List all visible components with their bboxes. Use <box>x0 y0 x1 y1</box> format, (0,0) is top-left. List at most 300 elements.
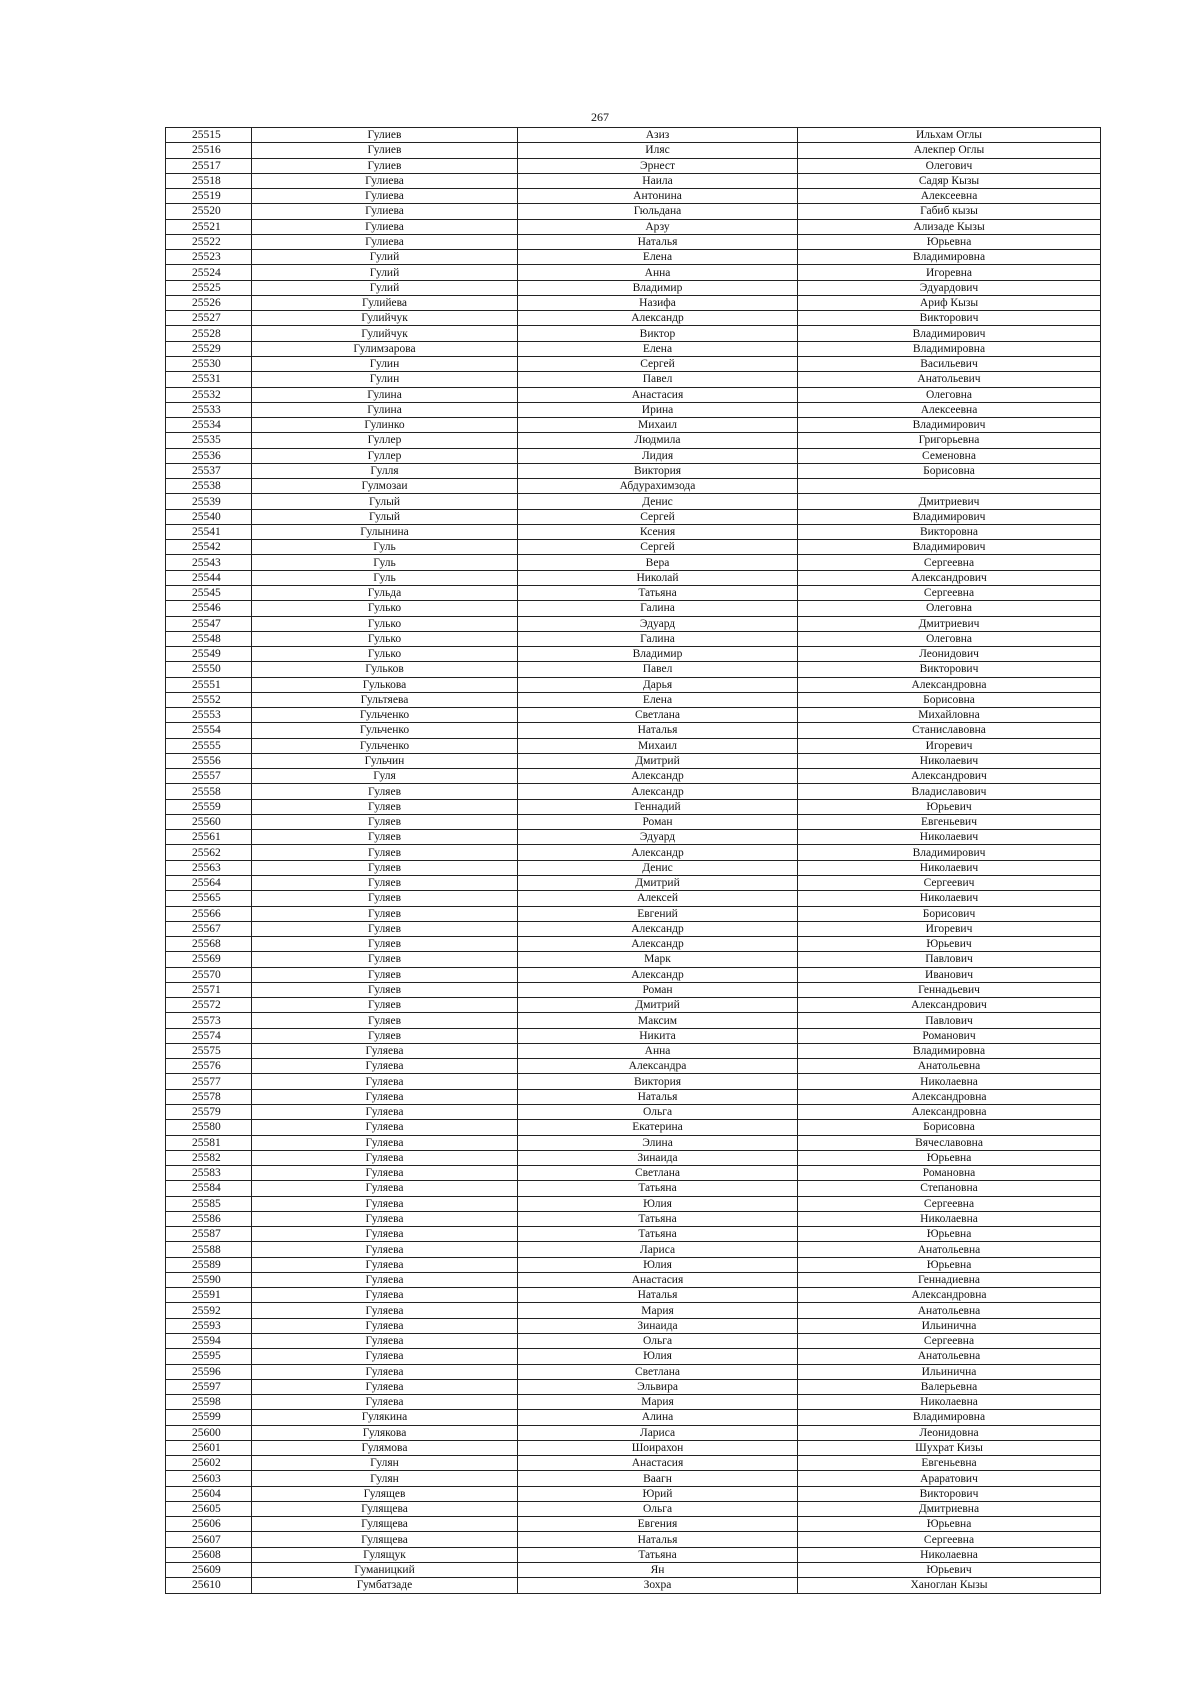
first-name-cell: Марк <box>518 952 798 967</box>
first-name-cell: Павел <box>518 662 798 677</box>
row-number-cell: 25543 <box>166 555 252 570</box>
first-name-cell: Зинаида <box>518 1150 798 1165</box>
first-name-cell: Галина <box>518 631 798 646</box>
row-number-cell: 25541 <box>166 524 252 539</box>
patronymic-cell: Сергеевич <box>798 876 1101 891</box>
table-row <box>166 479 1101 494</box>
table-row <box>166 250 1101 265</box>
first-name-cell: Юрий <box>518 1486 798 1501</box>
table-row <box>166 1120 1101 1135</box>
patronymic-cell: Владимирович <box>798 326 1101 341</box>
patronymic-cell: Олеговна <box>798 631 1101 646</box>
patronymic-cell: Григорьевна <box>798 433 1101 448</box>
first-name-cell: Наталья <box>518 234 798 249</box>
table-row <box>166 1242 1101 1257</box>
row-number-cell: 25574 <box>166 1028 252 1043</box>
table-row <box>166 967 1101 982</box>
patronymic-cell: Садяр Кызы <box>798 173 1101 188</box>
patronymic-cell: Юрьевич <box>798 1562 1101 1577</box>
surname-cell: Гуля <box>252 769 518 784</box>
first-name-cell: Вера <box>518 555 798 570</box>
table-row <box>166 1196 1101 1211</box>
table-row <box>166 1013 1101 1028</box>
patronymic-cell: Владимирович <box>798 845 1101 860</box>
row-number-cell: 25538 <box>166 479 252 494</box>
row-number-cell: 25531 <box>166 372 252 387</box>
first-name-cell: Галина <box>518 601 798 616</box>
table-row <box>166 570 1101 585</box>
first-name-cell: Виктория <box>518 1074 798 1089</box>
patronymic-cell: Вячеславовна <box>798 1135 1101 1150</box>
patronymic-cell: Александрович <box>798 998 1101 1013</box>
patronymic-cell: Викторович <box>798 1486 1101 1501</box>
first-name-cell: Мария <box>518 1395 798 1410</box>
first-name-cell: Зохра <box>518 1578 798 1593</box>
row-number-cell: 25593 <box>166 1318 252 1333</box>
surname-cell: Гулиев <box>252 128 518 143</box>
first-name-cell: Эдуард <box>518 616 798 631</box>
surname-cell: Гуляева <box>252 1120 518 1135</box>
surname-cell: Гулина <box>252 402 518 417</box>
surname-cell: Гуляева <box>252 1043 518 1058</box>
table-row <box>166 1349 1101 1364</box>
row-number-cell: 25585 <box>166 1196 252 1211</box>
surname-cell: Гуляева <box>252 1227 518 1242</box>
row-number-cell: 25591 <box>166 1288 252 1303</box>
patronymic-cell: Владимировна <box>798 341 1101 356</box>
row-number-cell: 25595 <box>166 1349 252 1364</box>
patronymic-cell: Анатольевна <box>798 1303 1101 1318</box>
row-number-cell: 25573 <box>166 1013 252 1028</box>
row-number-cell: 25550 <box>166 662 252 677</box>
table-row <box>166 1257 1101 1272</box>
row-number-cell: 25515 <box>166 128 252 143</box>
patronymic-cell: Николаевич <box>798 860 1101 875</box>
first-name-cell: Ваагн <box>518 1471 798 1486</box>
surname-cell: Гуляев <box>252 982 518 997</box>
row-number-cell: 25575 <box>166 1043 252 1058</box>
table-row <box>166 1181 1101 1196</box>
first-name-cell: Михаил <box>518 418 798 433</box>
patronymic-cell: Геннадьевич <box>798 982 1101 997</box>
table-row <box>166 982 1101 997</box>
row-number-cell: 25547 <box>166 616 252 631</box>
first-name-cell: Алексей <box>518 891 798 906</box>
row-number-cell: 25533 <box>166 402 252 417</box>
patronymic-cell: Владимирович <box>798 540 1101 555</box>
first-name-cell: Татьяна <box>518 1211 798 1226</box>
row-number-cell: 25605 <box>166 1501 252 1516</box>
table-row <box>166 143 1101 158</box>
patronymic-cell: Сергеевна <box>798 1532 1101 1547</box>
patronymic-cell: Владимировна <box>798 1043 1101 1058</box>
first-name-cell: Татьяна <box>518 1227 798 1242</box>
first-name-cell: Светлана <box>518 1166 798 1181</box>
row-number-cell: 25609 <box>166 1562 252 1577</box>
surname-cell: Гулийева <box>252 295 518 310</box>
surname-cell: Гуляев <box>252 876 518 891</box>
row-number-cell: 25519 <box>166 189 252 204</box>
surname-cell: Гулмозаи <box>252 479 518 494</box>
row-number-cell: 25587 <box>166 1227 252 1242</box>
table-row <box>166 662 1101 677</box>
row-number-cell: 25597 <box>166 1379 252 1394</box>
surname-cell: Гуляев <box>252 967 518 982</box>
surname-cell: Гулиева <box>252 219 518 234</box>
row-number-cell: 25539 <box>166 494 252 509</box>
patronymic-cell: Араратович <box>798 1471 1101 1486</box>
first-name-cell: Наталья <box>518 1089 798 1104</box>
patronymic-cell: Борисовна <box>798 1120 1101 1135</box>
patronymic-cell: Дмитриевна <box>798 1501 1101 1516</box>
first-name-cell: Ирина <box>518 402 798 417</box>
surname-cell: Гуляева <box>252 1135 518 1150</box>
first-name-cell: Светлана <box>518 1364 798 1379</box>
surname-cell: Гуллер <box>252 433 518 448</box>
surname-cell: Гульченко <box>252 738 518 753</box>
surname-cell: Гулякова <box>252 1425 518 1440</box>
patronymic-cell: Николаевна <box>798 1074 1101 1089</box>
table-row <box>166 555 1101 570</box>
surname-cell: Гуляева <box>252 1395 518 1410</box>
table-row <box>166 1486 1101 1501</box>
surname-cell: Гуляева <box>252 1242 518 1257</box>
row-number-cell: 25556 <box>166 753 252 768</box>
patronymic-cell: Анатольевна <box>798 1349 1101 1364</box>
table-row <box>166 1318 1101 1333</box>
surname-cell: Гуляева <box>252 1211 518 1226</box>
surname-cell: Гулямова <box>252 1440 518 1455</box>
patronymic-cell: Викторовна <box>798 524 1101 539</box>
row-number-cell: 25577 <box>166 1074 252 1089</box>
first-name-cell: Александр <box>518 921 798 936</box>
surname-cell: Гуляева <box>252 1181 518 1196</box>
surname-cell: Гулящук <box>252 1547 518 1562</box>
patronymic-cell: Александровна <box>798 1105 1101 1120</box>
first-name-cell: Павел <box>518 372 798 387</box>
patronymic-cell: Александровна <box>798 1288 1101 1303</box>
first-name-cell: Арзу <box>518 219 798 234</box>
row-number-cell: 25557 <box>166 769 252 784</box>
table-row <box>166 998 1101 1013</box>
patronymic-cell: Николаевич <box>798 753 1101 768</box>
surname-cell: Гулькова <box>252 677 518 692</box>
first-name-cell: Дмитрий <box>518 753 798 768</box>
first-name-cell: Азиз <box>518 128 798 143</box>
patronymic-cell: Ариф Кызы <box>798 295 1101 310</box>
first-name-cell: Татьяна <box>518 585 798 600</box>
row-number-cell: 25584 <box>166 1181 252 1196</box>
row-number-cell: 25551 <box>166 677 252 692</box>
table-row <box>166 1150 1101 1165</box>
first-name-cell: Гюльдана <box>518 204 798 219</box>
table-row <box>166 814 1101 829</box>
patronymic-cell: Юрьевна <box>798 1227 1101 1242</box>
patronymic-cell: Олеговна <box>798 601 1101 616</box>
table-row <box>166 1105 1101 1120</box>
patronymic-cell: Анатольевна <box>798 1059 1101 1074</box>
patronymic-cell: Николаевич <box>798 891 1101 906</box>
first-name-cell: Анна <box>518 1043 798 1058</box>
first-name-cell: Юлия <box>518 1349 798 1364</box>
row-number-cell: 25548 <box>166 631 252 646</box>
patronymic-cell: Геннадиевна <box>798 1272 1101 1287</box>
first-name-cell: Эрнест <box>518 158 798 173</box>
first-name-cell: Роман <box>518 814 798 829</box>
row-number-cell: 25534 <box>166 418 252 433</box>
table-row <box>166 1532 1101 1547</box>
row-number-cell: 25535 <box>166 433 252 448</box>
table-row <box>166 1364 1101 1379</box>
row-number-cell: 25529 <box>166 341 252 356</box>
table-row <box>166 128 1101 143</box>
table-row <box>166 1517 1101 1532</box>
row-number-cell: 25603 <box>166 1471 252 1486</box>
first-name-cell: Анастасия <box>518 1272 798 1287</box>
first-name-cell: Лариса <box>518 1242 798 1257</box>
surname-cell: Гулян <box>252 1471 518 1486</box>
surname-cell: Гуляева <box>252 1059 518 1074</box>
first-name-cell: Анна <box>518 265 798 280</box>
surname-cell: Гульчин <box>252 753 518 768</box>
row-number-cell: 25581 <box>166 1135 252 1150</box>
surname-cell: Гуляев <box>252 937 518 952</box>
table-row <box>166 753 1101 768</box>
row-number-cell: 25601 <box>166 1440 252 1455</box>
surname-cell: Гуляев <box>252 1028 518 1043</box>
first-name-cell: Эдуард <box>518 830 798 845</box>
row-number-cell: 25565 <box>166 891 252 906</box>
first-name-cell: Максим <box>518 1013 798 1028</box>
row-number-cell: 25544 <box>166 570 252 585</box>
patronymic-cell: Олеговна <box>798 387 1101 402</box>
first-name-cell: Светлана <box>518 708 798 723</box>
row-number-cell: 25583 <box>166 1166 252 1181</box>
surname-cell: Гулля <box>252 463 518 478</box>
surname-cell: Гуляева <box>252 1196 518 1211</box>
patronymic-cell: Ханоглан Кызы <box>798 1578 1101 1593</box>
patronymic-cell: Игоревич <box>798 738 1101 753</box>
row-number-cell: 25523 <box>166 250 252 265</box>
surname-cell: Гулиев <box>252 158 518 173</box>
patronymic-cell: Сергеевна <box>798 585 1101 600</box>
row-number-cell: 25610 <box>166 1578 252 1593</box>
patronymic-cell: Борисовна <box>798 463 1101 478</box>
row-number-cell: 25564 <box>166 876 252 891</box>
row-number-cell: 25537 <box>166 463 252 478</box>
row-number-cell: 25518 <box>166 173 252 188</box>
table-row <box>166 952 1101 967</box>
surname-cell: Гулий <box>252 265 518 280</box>
surname-cell: Гулякина <box>252 1410 518 1425</box>
patronymic-cell: Николаевна <box>798 1395 1101 1410</box>
patronymic-cell: Ильхам Оглы <box>798 128 1101 143</box>
surname-cell: Гуляев <box>252 814 518 829</box>
first-name-cell: Александр <box>518 784 798 799</box>
surname-cell: Гулийчук <box>252 326 518 341</box>
first-name-cell: Сергей <box>518 356 798 371</box>
surname-cell: Гуляев <box>252 1013 518 1028</box>
row-number-cell: 25589 <box>166 1257 252 1272</box>
table-row <box>166 692 1101 707</box>
first-name-cell: Абдурахимзода <box>518 479 798 494</box>
patronymic-cell: Ильинична <box>798 1318 1101 1333</box>
table-row <box>166 1425 1101 1440</box>
first-name-cell: Татьяна <box>518 1547 798 1562</box>
first-name-cell: Дмитрий <box>518 998 798 1013</box>
surname-cell: Гулящева <box>252 1532 518 1547</box>
first-name-cell: Владимир <box>518 647 798 662</box>
first-name-cell: Александр <box>518 937 798 952</box>
patronymic-cell: Ильинична <box>798 1364 1101 1379</box>
surname-cell: Гулько <box>252 601 518 616</box>
surname-cell: Гульченко <box>252 708 518 723</box>
table-row <box>166 524 1101 539</box>
first-name-cell: Евгения <box>518 1517 798 1532</box>
patronymic-cell: Алексеевна <box>798 402 1101 417</box>
surname-cell: Гульда <box>252 585 518 600</box>
first-name-cell: Ян <box>518 1562 798 1577</box>
first-name-cell: Никита <box>518 1028 798 1043</box>
patronymic-cell: Викторович <box>798 662 1101 677</box>
table-row <box>166 402 1101 417</box>
patronymic-cell: Степановна <box>798 1181 1101 1196</box>
first-name-cell: Элина <box>518 1135 798 1150</box>
surname-cell: Гулько <box>252 631 518 646</box>
row-number-cell: 25586 <box>166 1211 252 1226</box>
patronymic-cell: Дмитриевич <box>798 616 1101 631</box>
table-row <box>166 234 1101 249</box>
row-number-cell: 25558 <box>166 784 252 799</box>
table-row <box>166 1059 1101 1074</box>
patronymic-cell: Александрович <box>798 570 1101 585</box>
row-number-cell: 25540 <box>166 509 252 524</box>
patronymic-cell: Семеновна <box>798 448 1101 463</box>
patronymic-cell: Юрьевич <box>798 799 1101 814</box>
patronymic-cell: Шухрат Кизы <box>798 1440 1101 1455</box>
surname-cell: Гуль <box>252 555 518 570</box>
patronymic-cell: Алексеевна <box>798 189 1101 204</box>
patronymic-cell: Владимировна <box>798 250 1101 265</box>
row-number-cell: 25545 <box>166 585 252 600</box>
patronymic-cell: Александрович <box>798 769 1101 784</box>
row-number-cell: 25546 <box>166 601 252 616</box>
row-number-cell: 25602 <box>166 1456 252 1471</box>
row-number-cell: 25553 <box>166 708 252 723</box>
table-row <box>166 387 1101 402</box>
row-number-cell: 25542 <box>166 540 252 555</box>
surname-cell: Гулиева <box>252 189 518 204</box>
patronymic-cell: Анатольевна <box>798 1242 1101 1257</box>
table-row <box>166 158 1101 173</box>
table-row <box>166 1578 1101 1593</box>
row-number-cell: 25572 <box>166 998 252 1013</box>
row-number-cell: 25561 <box>166 830 252 845</box>
surname-cell: Гулян <box>252 1456 518 1471</box>
surname-cell: Гулиева <box>252 204 518 219</box>
table-row <box>166 418 1101 433</box>
row-number-cell: 25562 <box>166 845 252 860</box>
table-row <box>166 616 1101 631</box>
patronymic-cell: Иванович <box>798 967 1101 982</box>
surname-cell: Гулящева <box>252 1517 518 1532</box>
row-number-cell: 25599 <box>166 1410 252 1425</box>
table-row <box>166 372 1101 387</box>
surname-cell: Гулящева <box>252 1501 518 1516</box>
first-name-cell: Назифа <box>518 295 798 310</box>
row-number-cell: 25566 <box>166 906 252 921</box>
table-row <box>166 326 1101 341</box>
patronymic-cell: Юрьевич <box>798 937 1101 952</box>
patronymic-cell: Игоревич <box>798 921 1101 936</box>
row-number-cell: 25592 <box>166 1303 252 1318</box>
surname-cell: Гуль <box>252 570 518 585</box>
patronymic-cell: Николаевна <box>798 1547 1101 1562</box>
surname-cell: Гулиева <box>252 173 518 188</box>
surname-cell: Гуляева <box>252 1257 518 1272</box>
surname-cell: Гуллер <box>252 448 518 463</box>
table-row <box>166 219 1101 234</box>
patronymic-cell: Юрьевна <box>798 234 1101 249</box>
surname-cell: Гуманицкий <box>252 1562 518 1577</box>
surname-cell: Гулинко <box>252 418 518 433</box>
first-name-cell: Роман <box>518 982 798 997</box>
surname-cell: Гумбатзаде <box>252 1578 518 1593</box>
first-name-cell: Елена <box>518 341 798 356</box>
first-name-cell: Иляс <box>518 143 798 158</box>
first-name-cell: Ольга <box>518 1333 798 1348</box>
patronymic-cell: Игоревна <box>798 265 1101 280</box>
patronymic-cell: Владимирович <box>798 418 1101 433</box>
first-name-cell: Елена <box>518 250 798 265</box>
row-number-cell: 25579 <box>166 1105 252 1120</box>
surname-cell: Гулый <box>252 494 518 509</box>
table-row <box>166 1456 1101 1471</box>
table-row <box>166 295 1101 310</box>
surname-cell: Гулимзарова <box>252 341 518 356</box>
first-name-cell: Александр <box>518 311 798 326</box>
row-number-cell: 25607 <box>166 1532 252 1547</box>
surname-cell: Гуляева <box>252 1379 518 1394</box>
first-name-cell: Денис <box>518 860 798 875</box>
table-row <box>166 448 1101 463</box>
row-number-cell: 25606 <box>166 1517 252 1532</box>
surname-cell: Гулиева <box>252 234 518 249</box>
surname-cell: Гуляев <box>252 998 518 1013</box>
patronymic-cell: Александровна <box>798 677 1101 692</box>
first-name-cell: Анастасия <box>518 1456 798 1471</box>
first-name-cell: Екатерина <box>518 1120 798 1135</box>
patronymic-cell: Михайловна <box>798 708 1101 723</box>
patronymic-cell: Романович <box>798 1028 1101 1043</box>
surname-cell: Гульков <box>252 662 518 677</box>
patronymic-cell: Юрьевна <box>798 1150 1101 1165</box>
page-number: 267 <box>591 110 609 124</box>
row-number-cell: 25563 <box>166 860 252 875</box>
table-row <box>166 341 1101 356</box>
table-row <box>166 1288 1101 1303</box>
table-row <box>166 356 1101 371</box>
row-number-cell: 25555 <box>166 738 252 753</box>
table-row <box>166 311 1101 326</box>
table-row <box>166 723 1101 738</box>
patronymic-cell: Юрьевна <box>798 1257 1101 1272</box>
table-row <box>166 280 1101 295</box>
surname-cell: Гуляев <box>252 845 518 860</box>
first-name-cell: Сергей <box>518 509 798 524</box>
patronymic-cell: Борисович <box>798 906 1101 921</box>
first-name-cell: Николай <box>518 570 798 585</box>
